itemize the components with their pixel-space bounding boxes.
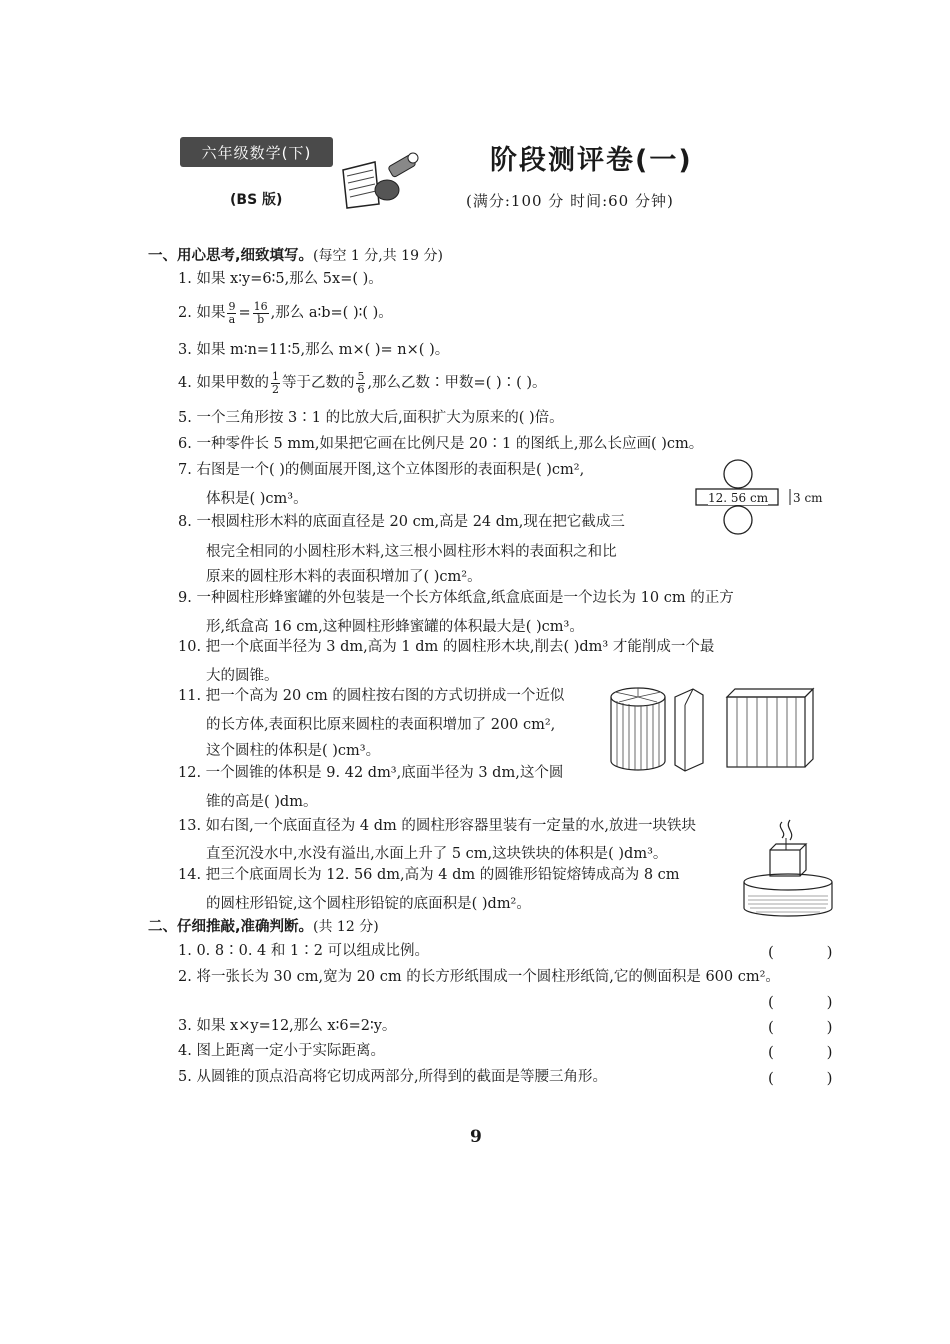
- grade-badge: 六年级数学(下): [180, 137, 333, 167]
- question-8-line-1: 8. 一根圆柱形木料的底面直径是 20 cm,高是 24 dm,现在把它截成三: [178, 514, 625, 530]
- question-11-line-3: 这个圆柱的体积是( )cm³。: [206, 743, 381, 759]
- book-telescope-illustration: [335, 148, 425, 210]
- question-13-line-1: 13. 如右图,一个底面直径为 4 dm 的圆柱形容器里装有一定量的水,放进一块铁块: [178, 818, 696, 834]
- question-14-line-2: 的圆柱形铅锭,这个圆柱形铅锭的底面积是( )dm²。: [206, 896, 531, 912]
- judgment-item-5: 5. 从圆锥的顶点沿高将它切成两部分,所得到的截面是等腰三角形。: [178, 1069, 608, 1085]
- net-length-label: 12. 56 cm: [708, 491, 769, 505]
- fraction-1-over-2: $\frac{1}{2}$: [271, 369, 279, 396]
- question-8-line-2: 根完全相同的小圆柱形木料,这三根小圆柱形木料的表面积之和比: [206, 544, 617, 560]
- cylinder-cut-figure: [605, 685, 825, 773]
- question-12-line-2: 锥的高是( )dm。: [206, 794, 318, 810]
- section-two-title: 二、仔细推敲,准确判断。(共 12 分): [148, 919, 379, 935]
- question-6: 6. 一种零件长 5 mm,如果把它画在比例尺是 20∶1 的图纸上,那么长应画( )cm。: [178, 436, 704, 452]
- judgment-item-4: 4. 图上距离一定小于实际距离。: [178, 1043, 385, 1059]
- score-time-note: (满分:100 分 时间:60 分钟): [466, 192, 674, 210]
- judgment-item-3: 3. 如果 x×y=12,那么 x∶6=2∶y。: [178, 1018, 397, 1034]
- question-9-line-1: 9. 一种圆柱形蜂蜜罐的外包装是一个长方体纸盒,纸盒底面是一个边长为 10 cm 的正方: [178, 590, 734, 606]
- question-10-line-2: 大的圆锥。: [206, 668, 279, 684]
- section-one-title: 一、用心思考,细致填写。(每空 1 分,共 19 分): [148, 248, 443, 264]
- question-7-line-2: 体积是( )cm³。: [206, 491, 308, 507]
- edition-label: (BS 版): [230, 192, 283, 208]
- net-height-label: 3 cm: [793, 491, 823, 505]
- question-8-line-3: 原来的圆柱形木料的表面积增加了( )cm²。: [206, 569, 482, 585]
- question-9-line-2: 形,纸盒高 16 cm,这种圆柱形蜂蜜罐的体积最大是( )cm³。: [206, 619, 584, 635]
- question-1: 1. 如果 x∶y=6∶5,那么 5x=( )。: [178, 271, 383, 287]
- answer-parens-1: ( ): [768, 943, 857, 961]
- question-2: 2. 如果 $\frac{9}{a}$ = $\frac{16}{b}$ ,那么 a∶b=( )∶( )。: [178, 299, 393, 326]
- cylinder-net-figure: [690, 458, 825, 540]
- question-5: 5. 一个三角形按 3∶1 的比放大后,面积扩大为原来的( )倍。: [178, 410, 564, 426]
- question-13-line-2: 直至沉没水中,水没有溢出,水面上升了 5 cm,这块铁块的体积是( )dm³。: [206, 846, 668, 862]
- question-3: 3. 如果 m∶n=11∶5,那么 m×( )= n×( )。: [178, 342, 450, 358]
- fraction-9-over-a: $\frac{9}{a}$: [228, 299, 236, 326]
- question-4: 4. 如果甲数的 $\frac{1}{2}$ 等于乙数的 $\frac{5}{6}$ ,那么乙数∶甲数=( )∶( )。: [178, 369, 547, 396]
- question-7-line-1: 7. 右图是一个( )的侧面展开图,这个立体图形的表面积是( )cm²,: [178, 462, 585, 478]
- judgment-item-2: 2. 将一张长为 30 cm,宽为 20 cm 的长方形纸围成一个圆柱形纸筒,它的侧面积是 600 cm²。: [178, 969, 780, 985]
- question-11-line-1: 11. 把一个高为 20 cm 的圆柱按右图的方式切拼成一个近似: [178, 688, 565, 704]
- fraction-16-over-b: $\frac{16}{b}$: [253, 299, 268, 326]
- answer-parens-5: ( ): [768, 1069, 857, 1087]
- question-11-line-2: 的长方体,表面积比原来圆柱的表面积增加了 200 cm²,: [206, 717, 556, 733]
- question-12-line-1: 12. 一个圆锥的体积是 9. 42 dm³,底面半径为 3 dm,这个圆: [178, 765, 564, 781]
- question-14-line-1: 14. 把三个底面周长为 12. 56 dm,高为 4 dm 的圆锥形铅锭熔铸成高为 8 cm: [178, 867, 680, 883]
- page-number: 9: [470, 1127, 482, 1147]
- answer-parens-4: ( ): [768, 1043, 857, 1061]
- judgment-item-1: 1. 0. 8∶0. 4 和 1∶2 可以组成比例。: [178, 943, 430, 959]
- fraction-5-over-6: $\frac{5}{6}$: [357, 369, 365, 396]
- answer-parens-3: ( ): [768, 1018, 857, 1036]
- page-title: 阶段测评卷(一): [490, 145, 693, 176]
- question-10-line-1: 10. 把一个底面半径为 3 dm,高为 1 dm 的圆柱形木块,削去( )dm³ 才能削成一个最: [178, 639, 715, 655]
- container-with-iron-block-figure: [740, 816, 840, 920]
- answer-parens-2: ( ): [768, 993, 857, 1011]
